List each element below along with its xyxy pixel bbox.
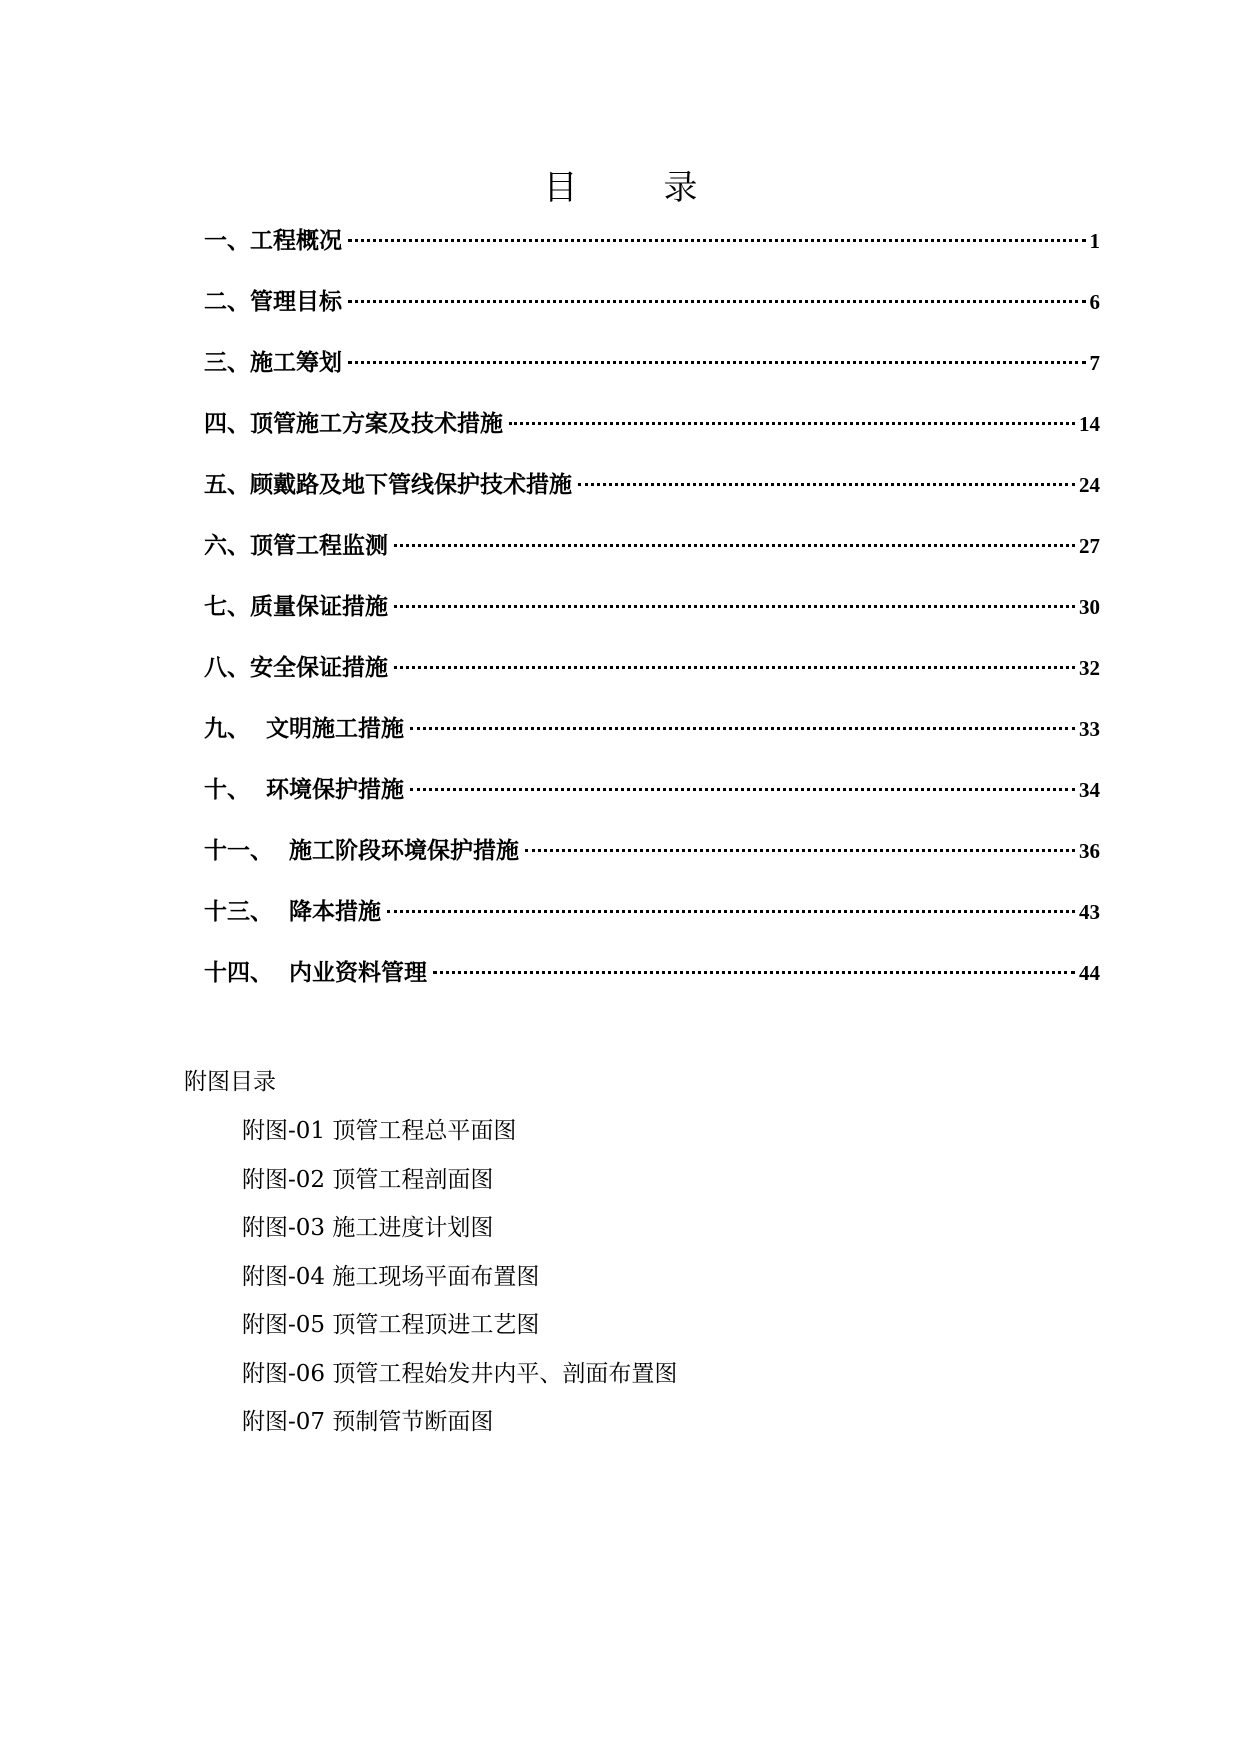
table-of-contents bbox=[204, 222, 1100, 1015]
toc-entry[interactable] bbox=[204, 710, 1100, 771]
toc-entry[interactable] bbox=[204, 527, 1100, 588]
toc-entry-label: 十四、 内业资料管理 bbox=[204, 960, 428, 986]
toc-entry[interactable] bbox=[204, 588, 1100, 649]
toc-entry-label: 九、 文明施工措施 bbox=[204, 716, 405, 742]
toc-entry-label: 六、顶管工程监测 bbox=[204, 533, 388, 559]
toc-entry-page: 34 bbox=[1079, 778, 1100, 802]
toc-entry-label: 二、管理目标 bbox=[204, 289, 342, 315]
toc-entry-page: 6 bbox=[1089, 290, 1100, 314]
toc-leader-dots bbox=[509, 422, 1075, 425]
toc-entry[interactable] bbox=[204, 283, 1100, 344]
toc-leader-dots bbox=[525, 849, 1075, 852]
toc-entry-label: 十一、 施工阶段环境保护措施 bbox=[204, 838, 520, 864]
toc-entry-page: 32 bbox=[1079, 656, 1100, 680]
toc-entry-label: 七、质量保证措施 bbox=[204, 594, 388, 620]
figures-heading: 附图目录 bbox=[184, 1069, 276, 1095]
toc-entry-label: 十、 环境保护措施 bbox=[204, 777, 405, 803]
toc-entry[interactable] bbox=[204, 771, 1100, 832]
toc-entry[interactable] bbox=[204, 954, 1100, 1015]
figure-item: 附图-05 顶管工程顶进工艺图 bbox=[242, 1312, 540, 1338]
toc-entry-page: 43 bbox=[1079, 900, 1100, 924]
toc-entry-label: 三、施工筹划 bbox=[204, 350, 342, 376]
toc-leader-dots bbox=[433, 971, 1075, 974]
toc-entry-label: 十三、 降本措施 bbox=[204, 899, 382, 925]
toc-entry[interactable] bbox=[204, 649, 1100, 710]
toc-entry-page: 30 bbox=[1079, 595, 1100, 619]
toc-leader-dots bbox=[410, 788, 1075, 791]
toc-leader-dots bbox=[394, 544, 1075, 547]
toc-entry[interactable] bbox=[204, 466, 1100, 527]
toc-leader-dots bbox=[348, 239, 1086, 242]
figure-item: 附图-06 顶管工程始发井内平、剖面布置图 bbox=[242, 1360, 678, 1387]
toc-entry-page: 24 bbox=[1079, 473, 1100, 497]
toc-entry[interactable] bbox=[204, 344, 1100, 405]
toc-leader-dots bbox=[394, 605, 1075, 608]
toc-leader-dots bbox=[394, 666, 1075, 669]
toc-entry[interactable] bbox=[204, 405, 1100, 466]
toc-leader-dots bbox=[348, 361, 1086, 364]
toc-leader-dots bbox=[348, 300, 1086, 303]
toc-entry-label: 四、顶管施工方案及技术措施 bbox=[204, 411, 503, 437]
toc-entry-page: 33 bbox=[1079, 717, 1100, 741]
toc-entry-page: 1 bbox=[1089, 229, 1100, 253]
page-title: 目录 bbox=[543, 168, 784, 208]
toc-leader-dots bbox=[387, 910, 1075, 913]
toc-leader-dots bbox=[410, 727, 1075, 730]
toc-entry[interactable] bbox=[204, 222, 1100, 283]
toc-entry-page: 36 bbox=[1079, 839, 1100, 863]
toc-entry-label: 五、顾戴路及地下管线保护技术措施 bbox=[204, 472, 572, 498]
toc-entry-label: 八、安全保证措施 bbox=[204, 655, 388, 681]
toc-entry-page: 14 bbox=[1079, 412, 1100, 436]
figure-item: 附图-07 预制管节断面图 bbox=[242, 1409, 494, 1435]
figure-item: 附图-03 施工进度计划图 bbox=[242, 1215, 494, 1241]
toc-entry-page: 7 bbox=[1089, 351, 1100, 375]
toc-entry[interactable] bbox=[204, 893, 1100, 954]
figure-item: 附图-04 施工现场平面布置图 bbox=[242, 1263, 540, 1290]
toc-entry-page: 44 bbox=[1079, 961, 1100, 985]
toc-entry[interactable] bbox=[204, 832, 1100, 893]
figure-item: 附图-02 顶管工程剖面图 bbox=[242, 1166, 494, 1193]
toc-entry-label: 一、工程概况 bbox=[204, 228, 342, 254]
figures-list bbox=[242, 1112, 677, 1452]
toc-entry-page: 27 bbox=[1079, 534, 1100, 558]
figure-item: 附图-01 顶管工程总平面图 bbox=[242, 1118, 517, 1144]
toc-leader-dots bbox=[578, 483, 1075, 486]
